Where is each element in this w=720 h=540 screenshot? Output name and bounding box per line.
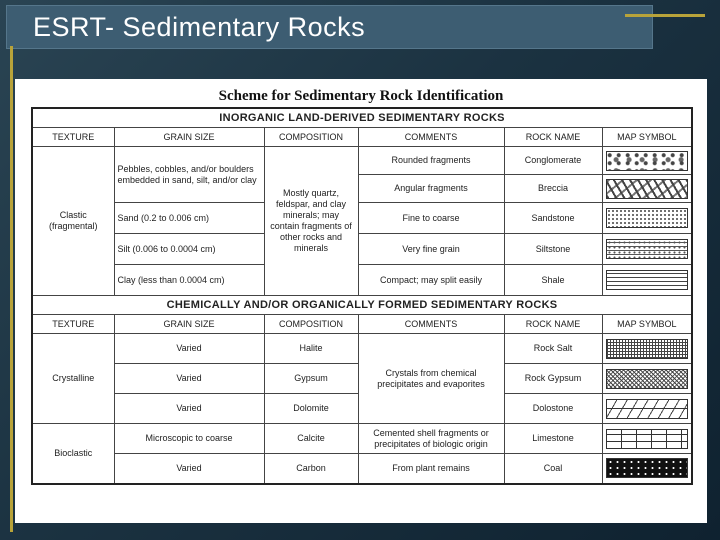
table-row	[32, 454, 692, 484]
texture-cell: Crystalline	[32, 334, 114, 424]
grain-size-cell: Clay (less than 0.0004 cm)	[114, 265, 264, 296]
header-comments: COMMENTS	[358, 315, 504, 334]
comment-cell: From plant remains	[358, 454, 504, 484]
map-symbol-cell	[602, 334, 692, 364]
comment-cell: Rounded fragments	[358, 147, 504, 175]
header-texture: TEXTURE	[32, 315, 114, 334]
header-row-chemical	[32, 315, 692, 334]
dolostone-symbol	[606, 399, 689, 419]
rock-gypsum-symbol	[606, 369, 689, 389]
scheme-title: Scheme for Sedimentary Rock Identification	[218, 88, 504, 104]
breccia-symbol	[606, 179, 689, 199]
rock-salt-symbol	[606, 339, 689, 359]
composition-cell: Carbon	[264, 454, 358, 484]
map-symbol-cell	[602, 394, 692, 424]
map-symbol-cell	[602, 147, 692, 175]
grain-size-cell: Pebbles, cobbles, and/or boulders embedded in sand, silt, and/or clay	[114, 147, 264, 203]
composition-cell: Mostly quartz, feldspar, and clay minerals; may contain fragments of other rocks and minerals	[264, 147, 358, 296]
rock-name-cell: Conglomerate	[504, 147, 602, 175]
map-symbol-cell	[602, 203, 692, 234]
header-composition: COMPOSITION	[264, 315, 358, 334]
slide-title-bar	[6, 5, 653, 49]
grain-size-cell: Varied	[114, 364, 264, 394]
rock-name-cell: Sandstone	[504, 203, 602, 234]
grain-size-cell: Silt (0.006 to 0.0004 cm)	[114, 234, 264, 265]
conglomerate-symbol	[606, 151, 689, 171]
header-comments: COMMENTS	[358, 128, 504, 147]
limestone-symbol	[606, 429, 689, 449]
coal-symbol	[606, 458, 689, 478]
header-rock-name: ROCK NAME	[504, 128, 602, 147]
rock-name-cell: Coal	[504, 454, 602, 484]
table-row	[32, 147, 692, 175]
grain-size-cell: Sand (0.2 to 0.006 cm)	[114, 203, 264, 234]
header-row-inorganic	[32, 128, 692, 147]
header-composition: COMPOSITION	[264, 128, 358, 147]
table-row	[32, 265, 692, 296]
section-chemical: CHEMICALLY AND/OR ORGANICALLY FORMED SEDIMENTARY ROCKS	[32, 296, 692, 315]
comment-cell: Compact; may split easily	[358, 265, 504, 296]
sandstone-symbol	[606, 208, 689, 228]
section-inorganic: INORGANIC LAND-DERIVED SEDIMENTARY ROCKS	[32, 108, 692, 128]
grain-size-cell: Microscopic to coarse	[114, 424, 264, 454]
rock-name-cell: Siltstone	[504, 234, 602, 265]
comment-cell: Fine to coarse	[358, 203, 504, 234]
composition-cell: Dolomite	[264, 394, 358, 424]
grain-size-cell: Varied	[114, 394, 264, 424]
table-row	[32, 424, 692, 454]
texture-cell: Bioclastic	[32, 424, 114, 484]
table-row	[32, 334, 692, 364]
header-map-symbol: MAP SYMBOL	[602, 315, 692, 334]
slide-title: ESRT- Sedimentary Rocks	[33, 12, 366, 42]
composition-cell: Halite	[264, 334, 358, 364]
composition-cell: Gypsum	[264, 364, 358, 394]
rock-name-cell: Shale	[504, 265, 602, 296]
header-texture: TEXTURE	[32, 128, 114, 147]
accent-line-vertical	[10, 46, 13, 532]
siltstone-symbol	[606, 239, 689, 259]
shale-symbol	[606, 270, 689, 290]
scheme-image	[15, 79, 707, 523]
map-symbol-cell	[602, 454, 692, 484]
table-row	[32, 234, 692, 265]
grain-size-cell: Varied	[114, 334, 264, 364]
header-grain-size: GRAIN SIZE	[114, 315, 264, 334]
rock-name-cell: Rock Gypsum	[504, 364, 602, 394]
scheme-sheet	[31, 85, 691, 515]
table-row	[32, 203, 692, 234]
rock-name-cell: Breccia	[504, 175, 602, 203]
rock-name-cell: Dolostone	[504, 394, 602, 424]
comment-cell: Angular fragments	[358, 175, 504, 203]
accent-line-horizontal	[625, 14, 705, 17]
map-symbol-cell	[602, 175, 692, 203]
map-symbol-cell	[602, 265, 692, 296]
header-map-symbol: MAP SYMBOL	[602, 128, 692, 147]
map-symbol-cell	[602, 234, 692, 265]
rock-name-cell: Rock Salt	[504, 334, 602, 364]
rock-name-cell: Limestone	[504, 424, 602, 454]
comment-cell: Cemented shell fragments or precipitates of biologic origin	[358, 424, 504, 454]
map-symbol-cell	[602, 364, 692, 394]
comment-cell: Crystals from chemical precipitates and evaporites	[358, 334, 504, 424]
rock-identification-table	[31, 107, 693, 485]
map-symbol-cell	[602, 424, 692, 454]
texture-cell: Clastic (fragmental)	[32, 147, 114, 296]
header-rock-name: ROCK NAME	[504, 315, 602, 334]
composition-cell: Calcite	[264, 424, 358, 454]
header-grain-size: GRAIN SIZE	[114, 128, 264, 147]
comment-cell: Very fine grain	[358, 234, 504, 265]
grain-size-cell: Varied	[114, 454, 264, 484]
